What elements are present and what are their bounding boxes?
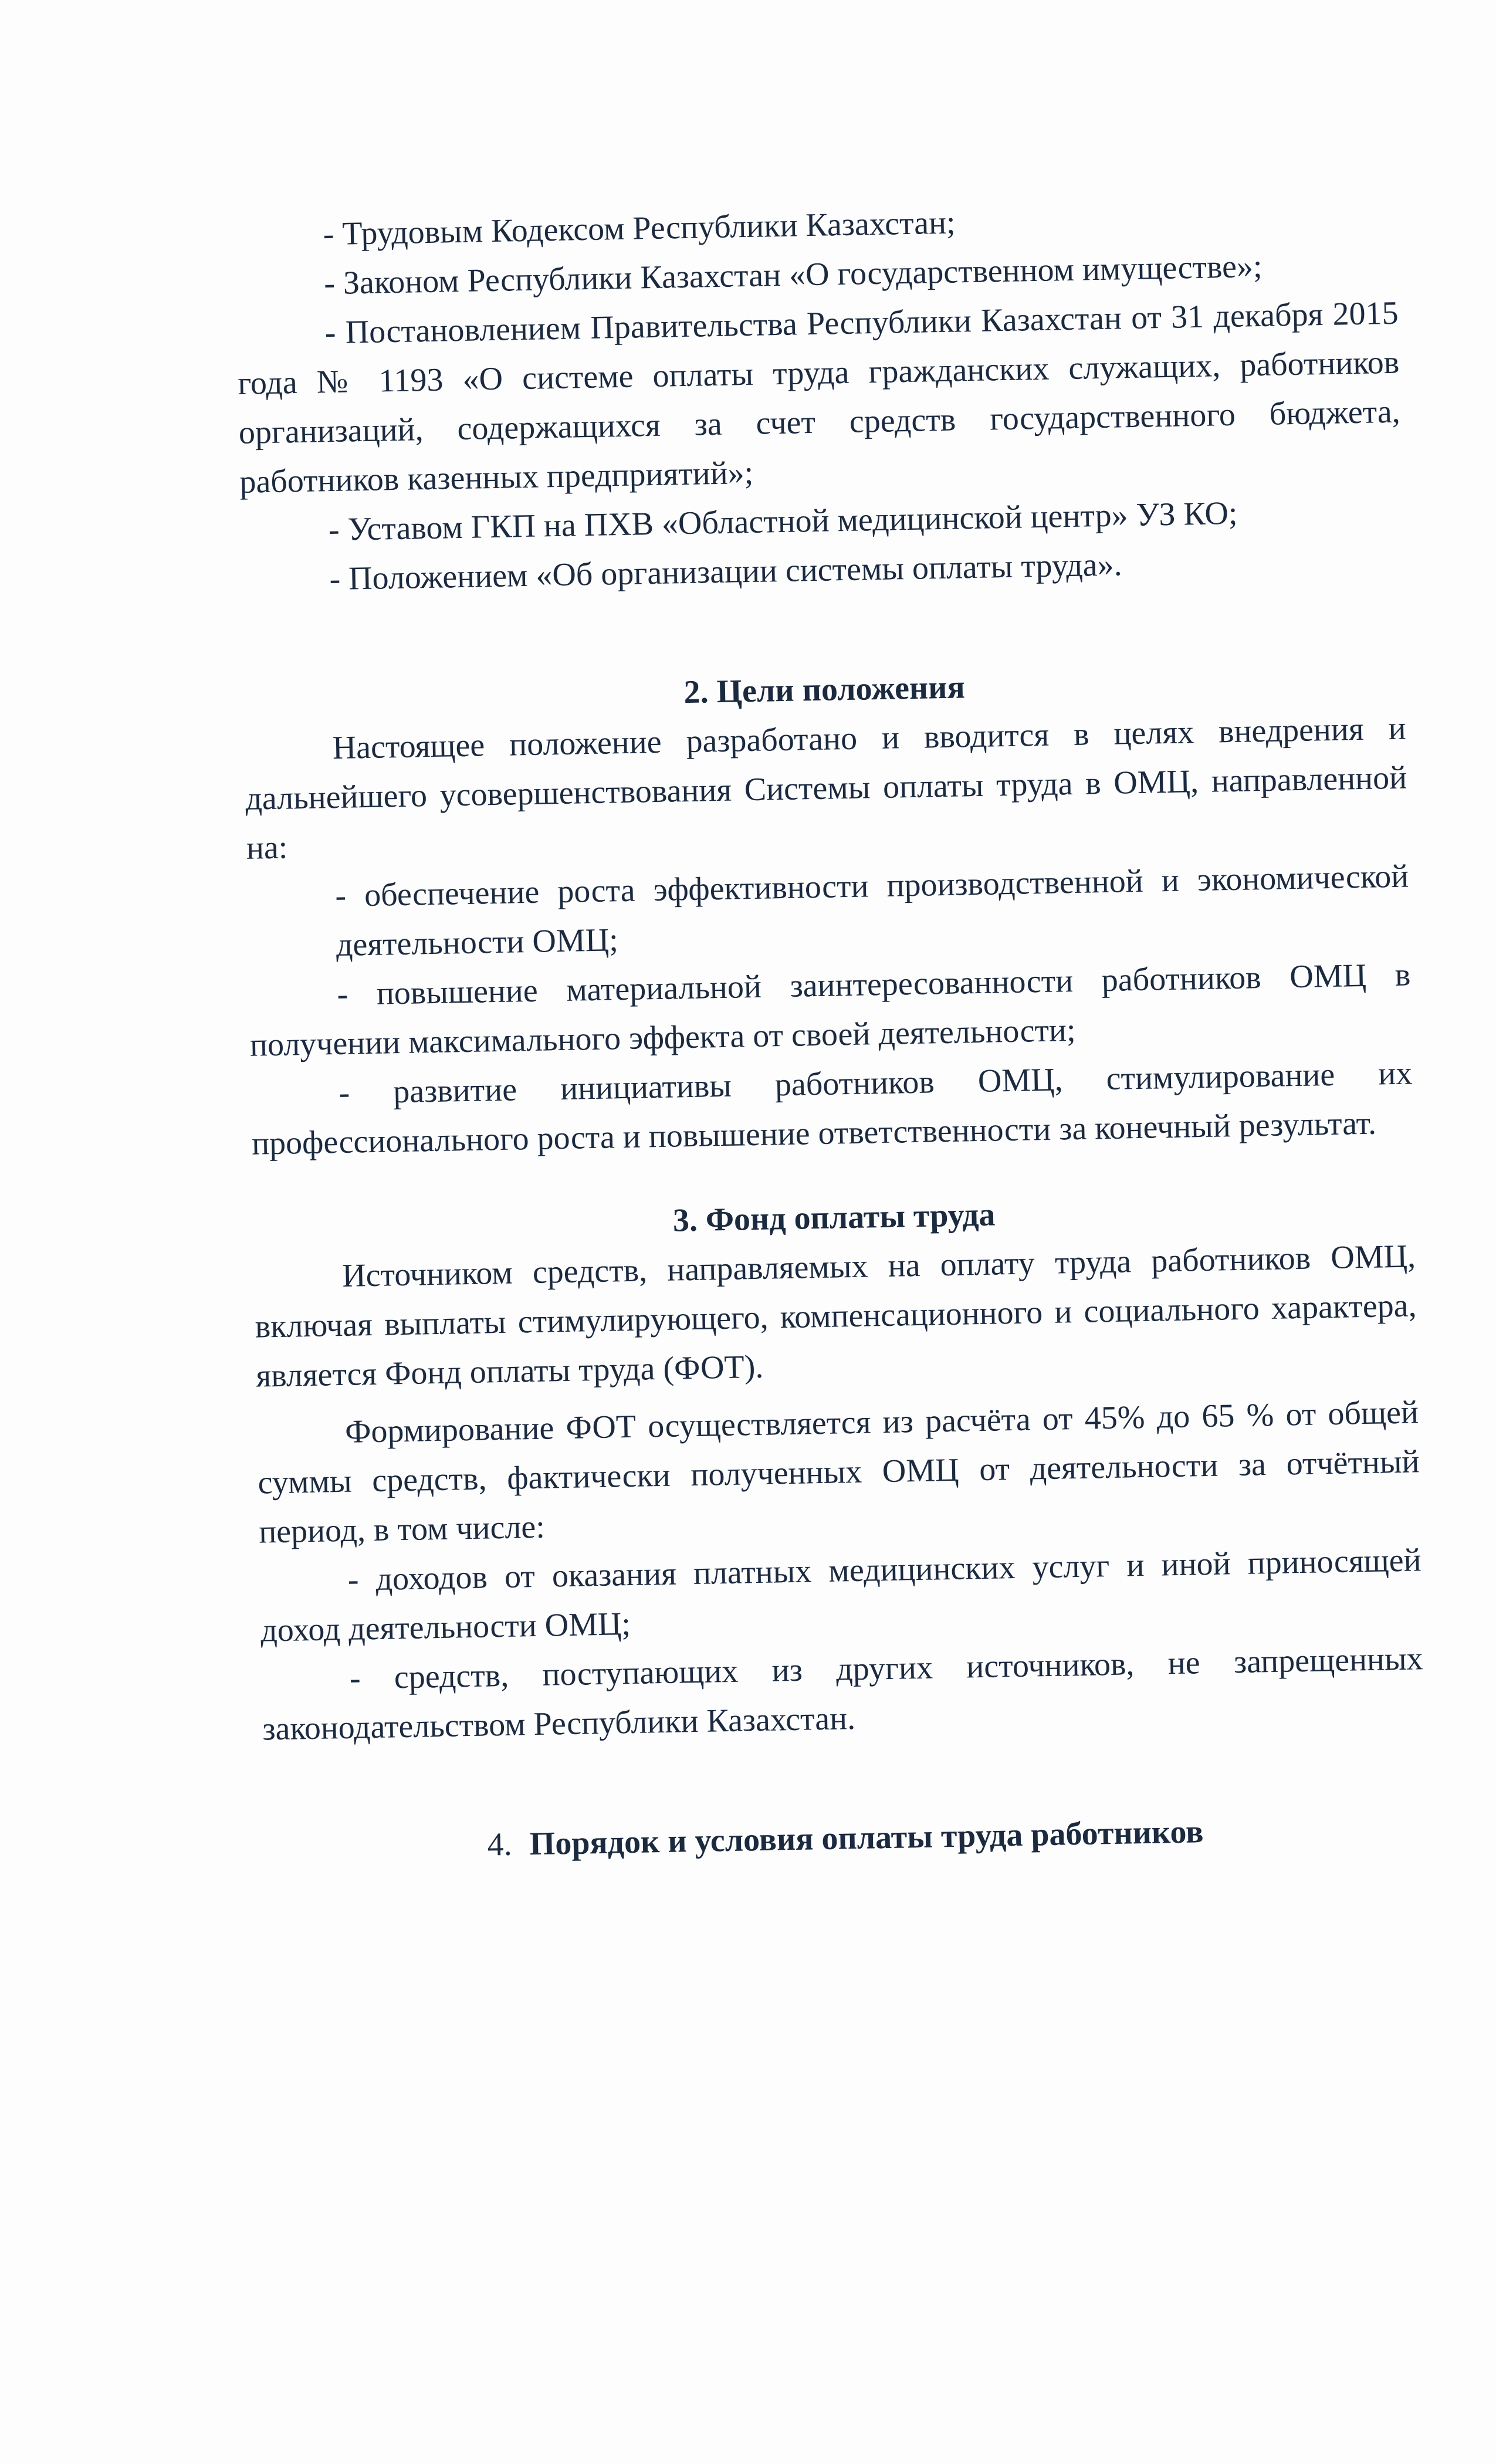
section-2-item: - повышение материальной заинтересованности работников ОМЦ в получении максимального эффекта от своей деятельности;: [249, 956, 1411, 1064]
legal-basis-item: - Уставом ГКП на ПХВ «Областной медицинской центр» УЗ КО;: [328, 495, 1238, 549]
section-2-item: - развитие инициативы работников ОМЦ, стимулирование их профессионального роста и повышение ответственности за конечный результат.: [251, 1055, 1413, 1162]
section-4-number: 4.: [487, 1826, 513, 1863]
section-2-intro: Настоящее положение разработано и вводится в целях внедрения и дальнейшего усовершенствования Системы оплаты труда в ОМЦ, направленной на:: [245, 710, 1407, 867]
legal-basis-item: - Положением «Об организации системы оплаты труда».: [329, 546, 1123, 598]
document-body: [235, 190, 1427, 1874]
section-3-item: - доходов от оказания платных медицинских услуг и иной приносящей доход деятельности ОМЦ;: [260, 1542, 1422, 1649]
legal-basis-item: - Трудовым Кодексом Республики Казахстан;: [323, 204, 956, 253]
section-4-title: Порядок и условия оплаты труда работников: [529, 1813, 1204, 1863]
legal-basis-item: - Постановлением Правительства Республики Казахстан от 31 декабря 2015 года № 1193 «О системе оплаты труда гражданских служащих, работников организаций, содержащихся за счет средств государственного бюджета, работников казенных предприятий»;: [237, 295, 1401, 500]
section-3-para: Формирование ФОТ осуществляется из расчёта от 45% до 65 % от общей суммы средств, фактически полученных ОМЦ от деятельности за отчётный период, в том числе:: [258, 1394, 1420, 1551]
section-2-title: 2. Цели положения: [683, 669, 966, 711]
section-2-item: - обеспечение роста эффективности производственной и экономической деятельности ОМЦ;: [334, 858, 1409, 964]
section-3-title: 3. Фонд оплаты труда: [672, 1196, 996, 1239]
section-3-item: - средств, поступающих из других источников, не запрещенных законодательством Республики Казахстан.: [262, 1640, 1424, 1748]
section-3-para: Источником средств, направляемых на оплату труда работников ОМЦ, включая выплаты стимулирующего, компенсационного и социального характера, является Фонд оплаты труда (ФОТ).: [255, 1238, 1417, 1395]
legal-basis-item: - Законом Республики Казахстан «О государственном имуществе»;: [323, 248, 1263, 302]
